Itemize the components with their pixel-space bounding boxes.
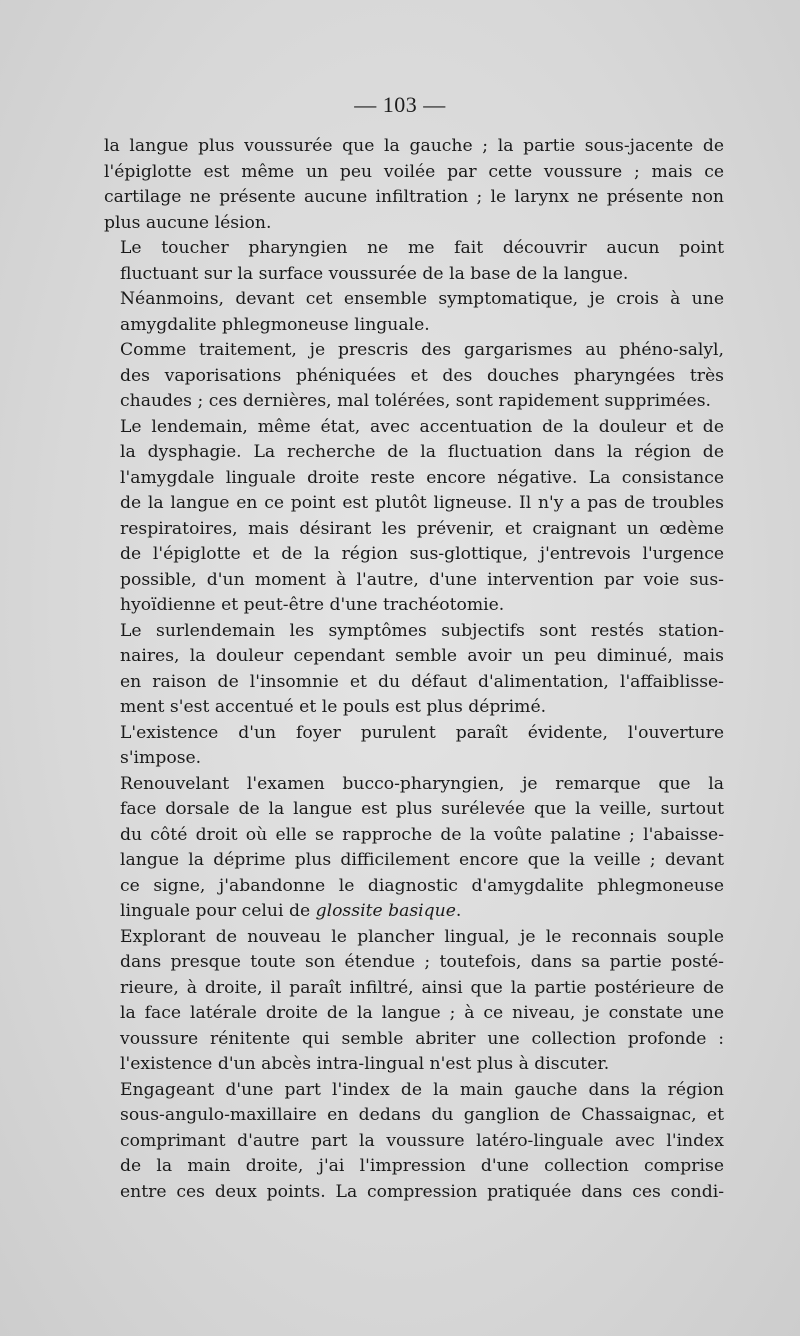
body-text xyxy=(104,134,724,1205)
paragraph-2 xyxy=(104,236,724,287)
paragraph-5 xyxy=(104,415,724,619)
paragraph-3 xyxy=(104,287,724,338)
text-line: Comme traitement, je prescris des gargarismes au phéno-salyl, xyxy=(120,340,724,360)
text-line: du côté droit où elle se rapproche de la voûte palatine ; l'abaisse- xyxy=(120,824,724,845)
text-line: Renouvelant l'examen bucco-pharyngien, je remarque que la xyxy=(120,773,724,794)
page-number: — 103 — xyxy=(354,92,446,117)
text-line: de la main droite, j'ai l'impression d'une collection comprise xyxy=(120,1156,724,1176)
text-line: en raison de l'insomnie et du défaut d'alimentation, l'affaiblisse- xyxy=(120,671,724,692)
paragraph-4 xyxy=(104,338,724,415)
text-line: la dysphagie. La recherche de la fluctuation dans la région de xyxy=(120,442,724,462)
text-line: plus aucune lésion. xyxy=(104,212,272,233)
text-line: amygdalite phlegmoneuse linguale. xyxy=(120,314,430,335)
text-line: la face latérale droite de la langue ; à ce niveau, je constate une xyxy=(120,1003,724,1023)
text-line: comprimant d'autre part la voussure latéro-linguale avec l'index xyxy=(120,1130,724,1151)
text-line: des vaporisations phéniquées et des douches pharyngées très xyxy=(120,365,724,386)
text-line: ment s'est accentué et le pouls est plus déprimé. xyxy=(120,697,547,717)
text-line: L'existence d'un foyer purulent paraît évidente, l'ouverture xyxy=(120,722,724,743)
text-line: fluctuant sur la surface voussurée de la base de la langue. xyxy=(120,263,629,284)
text-line: Engageant d'une part l'index de la main gauche dans la région xyxy=(120,1079,724,1100)
text-line: face dorsale de la langue est plus surélevée que la veille, surtout xyxy=(120,799,724,819)
text-line: l'épiglotte est même un peu voilée par cette voussure ; mais ce xyxy=(104,161,724,182)
text-line: langue la déprime plus difficilement encore que la veille ; devant xyxy=(120,850,724,870)
text-line: Le surlendemain les symptômes subjectifs sont restés station- xyxy=(120,620,724,641)
text-line: de la langue en ce point est plutôt ligneuse. Il n'y a pas de troubles xyxy=(120,493,724,513)
text-line xyxy=(104,899,724,925)
text-line: possible, d'un moment à l'autre, d'une intervention par voie sus- xyxy=(120,569,724,590)
text-line: voussure rénitente qui semble abriter une collection profonde : xyxy=(120,1028,724,1049)
text-line: rieure, à droite, il paraît infiltré, ainsi que la partie postérieure de xyxy=(120,977,724,998)
paragraph-1 xyxy=(104,134,724,236)
text-line: de l'épiglotte et de la région sus-glottique, j'entrevois l'urgence xyxy=(120,544,724,564)
text-line: l'existence d'un abcès intra-lingual n'est plus à discuter. xyxy=(120,1054,610,1074)
text-fragment: . xyxy=(455,901,462,921)
text-line: s'impose. xyxy=(120,748,202,768)
text-line: naires, la douleur cependant semble avoir un peu diminué, mais xyxy=(120,646,724,666)
text-line: entre ces deux points. La compression pratiquée dans ces condi- xyxy=(120,1181,724,1202)
text-line: chaudes ; ces dernières, mal tolérées, sont rapidement supprimées. xyxy=(120,391,711,411)
text-fragment: linguale pour celui de xyxy=(120,901,316,921)
text-line: respiratoires, mais désirant les prévenir, et craignant un œdème xyxy=(120,518,724,539)
text-line: ce signe, j'abandonne le diagnostic d'amygdalite phlegmoneuse xyxy=(120,875,724,896)
paragraph-7 xyxy=(104,721,724,772)
text-line: Le lendemain, même état, avec accentuation de la douleur et de xyxy=(120,416,724,437)
paragraph-9 xyxy=(104,925,724,1078)
paragraph-10 xyxy=(104,1078,724,1206)
text-line: sous-angulo-maxillaire en dedans du ganglion de Chassaignac, et xyxy=(120,1105,724,1125)
text-line: dans presque toute son étendue ; toutefois, dans sa partie posté- xyxy=(120,952,724,972)
paragraph-8 xyxy=(104,772,724,925)
text-line: hyoïdienne et peut-être d'une trachéotomie. xyxy=(120,595,505,615)
text-line: Le toucher pharyngien ne me fait découvrir aucun point xyxy=(120,238,724,258)
text-line: l'amygdale linguale droite reste encore négative. La consistance xyxy=(120,467,724,488)
text-line: Néanmoins, devant cet ensemble symptomatique, je crois à une xyxy=(120,289,724,309)
text-line: cartilage ne présente aucune infiltration ; le larynx ne présente non xyxy=(104,187,724,207)
paragraph-6 xyxy=(104,619,724,721)
text-line: la langue plus voussurée que la gauche ; la partie sous-jacente de xyxy=(104,136,724,156)
emphasis-term: glossite basique xyxy=(315,901,456,921)
text-line: Explorant de nouveau le plancher lingual, je le reconnais souple xyxy=(120,926,724,947)
